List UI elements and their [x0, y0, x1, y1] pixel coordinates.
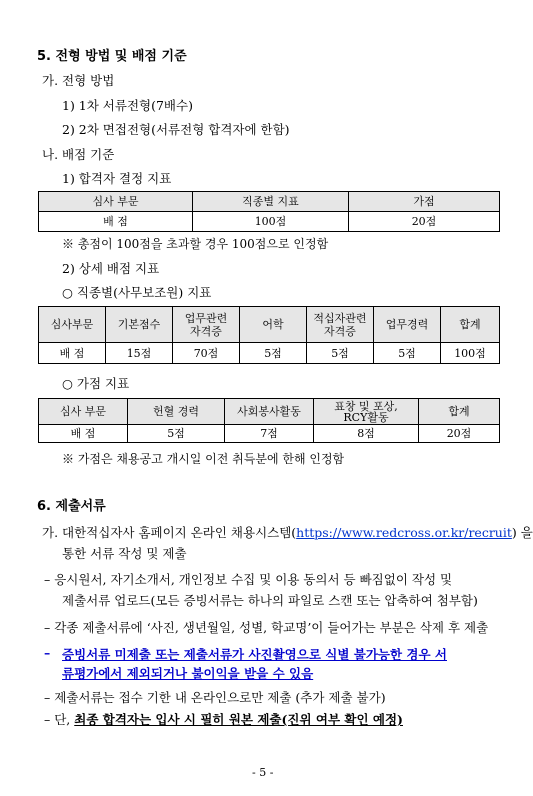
scoring-heading: 나. 배점 기준 [42, 147, 115, 162]
table-header: 사회봉사활동 [225, 399, 314, 425]
item-3-line-2: 류평가에서 제외되거나 불이익을 받을 수 있음 [62, 666, 314, 681]
item-3-line-1: 증빙서류 미제출 또는 제출서류가 사진촬영으로 식별 불가능한 경우 서 [62, 647, 447, 662]
item-4: – 제출서류는 접수 기한 내 온라인으로만 제출 (추가 제출 불가) [44, 690, 386, 705]
bonus-criteria-heading: ○ 가점 지표 [62, 376, 130, 391]
table-header: 가점 [349, 192, 500, 212]
item-2: – 각종 제출서류에 ‘사진, 생년월일, 성별, 학교명’이 들어가는 부분은 삭제 후 제출 [44, 620, 489, 635]
method-item-1: 1) 1차 서류전형(7배수) [62, 98, 193, 113]
table-header: 업무관련 자격증 [173, 307, 240, 343]
item-3-dash: – [44, 645, 51, 660]
section-6-title: 6. 제출서류 [37, 499, 106, 514]
method-item-2: 2) 2차 면접전형(서류전형 합격자에 한함) [62, 122, 290, 137]
recruit-link[interactable]: https://www.redcross.or.kr/recruit [296, 525, 512, 540]
item-5-emphasis: 최종 합격자는 입사 시 필히 원본 제출(진위 여부 확인 예정) [74, 712, 403, 727]
submission-line-2: 통한 서류 작성 및 제출 [62, 546, 187, 561]
table-cell: 5점 [307, 343, 374, 364]
submission-text: ) 을 [511, 525, 533, 540]
section-5-title: 5. 전형 방법 및 배점 기준 [37, 49, 187, 64]
table-cell: 70점 [173, 343, 240, 364]
page-number: - 5 - [252, 766, 274, 779]
table-header: 심사부문 [39, 307, 106, 343]
item-5 [44, 710, 403, 728]
table-cell: 배 점 [39, 212, 193, 232]
item-1-line-2: 제출서류 업로드(모든 증빙서류는 하나의 파일로 스캔 또는 압축하여 첨부함) [62, 593, 478, 608]
table-header: 합계 [419, 399, 500, 425]
table-header: 심사 부문 [39, 192, 193, 212]
pass-criteria-table [38, 191, 500, 232]
table-cell: 5점 [240, 343, 307, 364]
table-cell: 7점 [225, 425, 314, 443]
bonus-criteria-table [38, 398, 500, 443]
table-header: 표창 및 포상, RCY활동 [314, 399, 419, 425]
table-cell: 20점 [419, 425, 500, 443]
table-header: 직종별 지표 [193, 192, 349, 212]
table-cell: 8점 [314, 425, 419, 443]
item-1-line-1: – 응시원서, 자기소개서, 개인정보 수집 및 이용 동의서 등 빠짐없이 작성 및 [44, 572, 453, 587]
table-cell: 배 점 [39, 343, 106, 364]
item-5-prefix: – 단, [44, 712, 75, 727]
table-cell: 5점 [128, 425, 225, 443]
submission-line-1 [42, 523, 533, 541]
table-header: 어학 [240, 307, 307, 343]
job-criteria-table [38, 306, 500, 364]
scoring-item-2: 2) 상세 배점 지표 [62, 261, 160, 276]
method-heading: 가. 전형 방법 [42, 73, 115, 88]
table-header: 기본점수 [106, 307, 173, 343]
note-bonus-validity: ※ 가점은 채용공고 개시일 이전 취득분에 한해 인정함 [62, 452, 345, 466]
job-criteria-heading: ○ 직종별(사무보조원) 지표 [62, 285, 212, 300]
table-header: 헌혈 경력 [128, 399, 225, 425]
table-header: 합계 [441, 307, 500, 343]
table-cell: 5점 [374, 343, 441, 364]
table-cell: 20점 [349, 212, 500, 232]
note-total-cap: ※ 총점이 100점을 초과할 경우 100점으로 인정함 [62, 237, 329, 251]
scoring-item-1: 1) 합격자 결정 지표 [62, 171, 172, 186]
table-header: 심사 부문 [39, 399, 128, 425]
table-header: 업무경력 [374, 307, 441, 343]
table-cell: 15점 [106, 343, 173, 364]
table-cell: 배 점 [39, 425, 128, 443]
table-cell: 100점 [193, 212, 349, 232]
table-header: 적십자관련 자격증 [307, 307, 374, 343]
table-cell: 100점 [441, 343, 500, 364]
submission-text: 가. 대한적십자사 홈페이지 온라인 채용시스템( [42, 525, 297, 540]
